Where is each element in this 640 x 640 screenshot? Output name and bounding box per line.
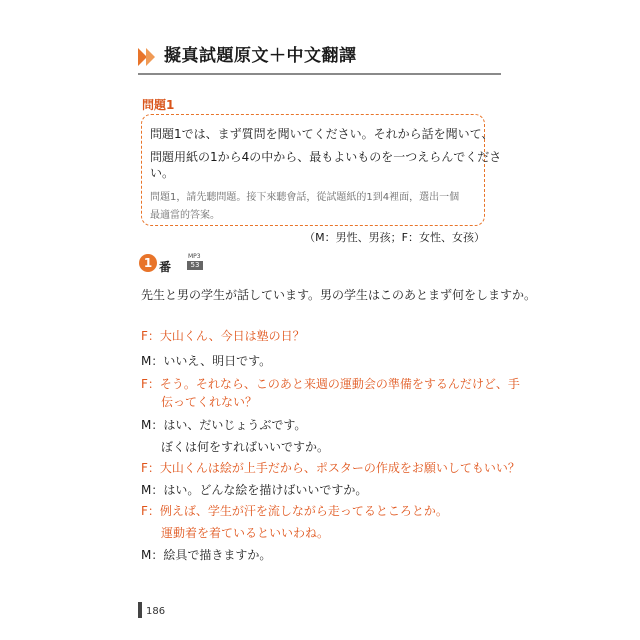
page-tab (138, 602, 142, 618)
dialogue-line: F：大山くんは絵が上手だから、ポスターの作成をお願いしてもいい？ (141, 461, 520, 475)
dialogue-line: M：はい、だいじょうぶです。 (141, 418, 307, 432)
page-number: 186 (146, 606, 166, 617)
speaker-legend: （M：男性、男孩；F：女性、女孩） (304, 231, 485, 244)
section-label: 問題1 (142, 98, 175, 112)
instruction-zh-line: 最適當的答案。 (150, 210, 220, 221)
question-text: 先生と男の学生が話しています。男の学生はこのあとまず何をしますか。 (141, 288, 537, 302)
dialogue-line: 運動着を着ているといいわね。 (161, 526, 330, 540)
dialogue-line: F：大山くん、今日は塾の日？ (141, 329, 305, 343)
item-ban-label: 番 (159, 260, 172, 274)
dialogue-line: ぼくは何をすればいいですか。 (161, 440, 330, 454)
mp3-label: MP3 (188, 253, 201, 260)
instruction-zh-line: 問題1，請先聽問題。接下來聽會話，從試題紙的1到4裡面，選出一個 (150, 192, 460, 203)
dialogue-line: M：絵具で描きますか。 (141, 548, 272, 562)
page-title: 擬真試題原文＋中文翻譯 (164, 46, 357, 66)
instruction-jp-line: 問題用紙の1から4の中から、最もよいものを一つえらんでくださ (150, 150, 502, 164)
dialogue-line: F：そう。それなら、このあと来週の運動会の準備をするんだけど、手 (141, 377, 520, 391)
header-divider (138, 73, 501, 75)
dialogue-line: 伝ってくれない？ (161, 395, 258, 409)
instruction-jp-line: い。 (150, 166, 175, 180)
dialogue-line: M：いいえ、明日です。 (141, 354, 272, 368)
mp3-track-badge: 53 (187, 261, 203, 270)
section-header (138, 44, 518, 70)
item-number: 1 (139, 254, 157, 272)
chevron-right-icon (146, 48, 155, 66)
dialogue-line: F：例えば、学生が汗を流しながら走ってるところとか。 (141, 504, 448, 518)
dialogue-line: M：はい。どんな絵を描けばいいですか。 (141, 483, 368, 497)
instruction-jp-line: 問題1では、まず質問を聞いてください。それから話を聞いて、 (150, 127, 494, 141)
